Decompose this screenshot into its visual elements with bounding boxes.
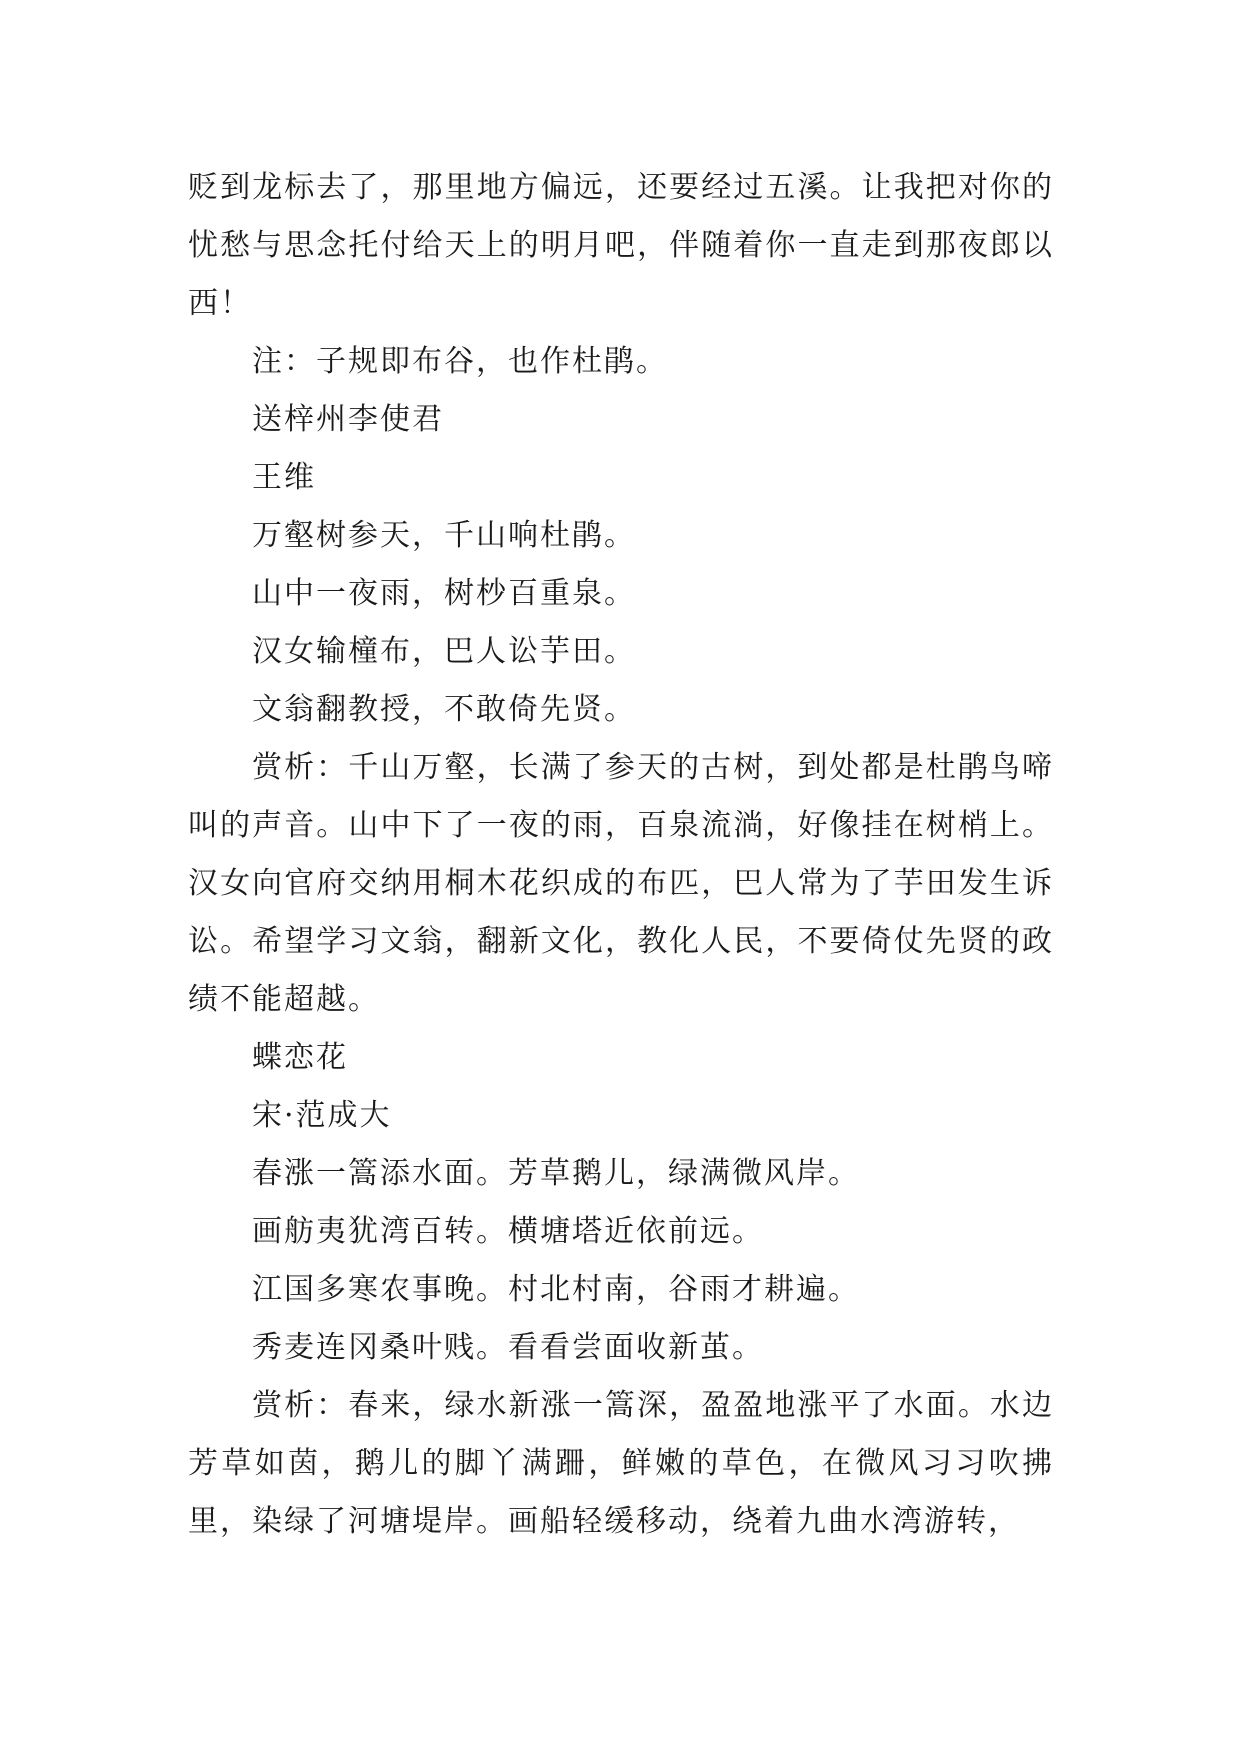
poem-author: 王维 — [252, 460, 316, 495]
note-line: 注：子规即布谷，也作杜鹃。 — [252, 344, 668, 379]
poem-line: 汉女输橦布，巴人讼芋田。 — [252, 634, 636, 669]
poem-line: 画舫夷犹湾百转。横塘塔近依前远。 — [252, 1214, 764, 1249]
poem-line: 春涨一篙添水面。芳草鹅儿，绿满微风岸。 — [252, 1156, 860, 1191]
poem-author: 宋·范成大 — [252, 1098, 392, 1133]
poem-line: 万壑树参天，千山响杜鹃。 — [252, 518, 636, 553]
appreciation-paragraph: 赏析：千山万壑，长满了参天的古树，到处都是杜鹃鸟啼叫的声音。山中下了一夜的雨，百泉流淌，好像挂在树梢上。汉女向官府交纳用桐木花织成的布匹，巴人常为了芋田发生诉讼。希望学习文翁，翻新文化，教化人民，不要倚仗先贤的政绩不能超越。 — [188, 750, 1054, 1017]
poem-title: 蝶恋花 — [252, 1040, 348, 1075]
document-body — [188, 159, 1054, 1551]
poem-line: 山中一夜雨，树杪百重泉。 — [252, 576, 636, 611]
paragraph-continuation: 贬到龙标去了，那里地方偏远，还要经过五溪。让我把对你的忧愁与思念托付给天上的明月吧，伴随着你一直走到那夜郎以西！ — [188, 170, 1054, 321]
poem-line: 秀麦连冈桑叶贱。看看尝面收新茧。 — [252, 1330, 764, 1365]
poem-line: 文翁翻教授，不敢倚先贤。 — [252, 692, 636, 727]
poem-title: 送梓州李使君 — [252, 402, 444, 437]
appreciation-paragraph: 赏析：春来，绿水新涨一篙深，盈盈地涨平了水面。水边芳草如茵，鹅儿的脚丫满跚，鲜嫩的草色，在微风习习吹拂里，染绿了河塘堤岸。画船轻缓移动，绕着九曲水湾游转， — [188, 1388, 1054, 1539]
poem-line: 江国多寒农事晚。村北村南，谷雨才耕遍。 — [252, 1272, 860, 1307]
